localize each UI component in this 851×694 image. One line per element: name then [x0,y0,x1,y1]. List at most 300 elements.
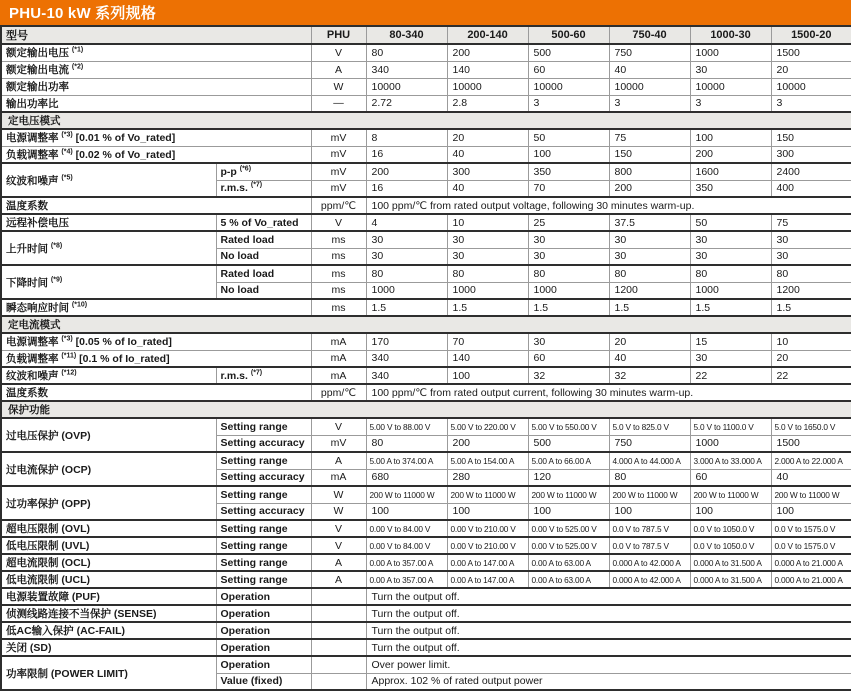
unit-cell: mV [311,180,366,197]
value-cell: 5.0 V to 1100.0 V [690,418,771,435]
spec-row [1,350,851,367]
unit-cell: V [311,520,366,537]
value-cell: 5.00 A to 374.00 A [366,452,447,469]
row-label: 电源调整率 $^{(*3)}$ [0.01 % of Vo_rated] [1,129,311,146]
value-cell: 10000 [447,78,528,95]
value-cell: 30 [771,248,851,265]
spec-row [1,656,851,673]
value-cell: 0.0 V to 787.5 V [609,537,690,554]
value-cell: 1500 [771,435,851,452]
value-cell: 0.00 V to 210.00 V [447,520,528,537]
value-cell: 30 [528,248,609,265]
value-cell: 300 [447,163,528,180]
value-cell: 80 [690,265,771,282]
footnote-marker: (*10) [71,301,88,309]
row-sublabel: p-p $^{(*6)}$ [216,163,311,180]
value-cell: 25 [528,214,609,231]
value-cell: 200 W to 11000 W [609,486,690,503]
value-cell: 0.000 A to 42.000 A [609,554,690,571]
value-cell: 1.5 [771,299,851,316]
unit-cell: mV [311,146,366,163]
spec-row [1,639,851,656]
value-cell: 32 [528,367,609,384]
row-label: 温度系数 [1,197,311,214]
value-cell: 2400 [771,163,851,180]
row-sublabel: Setting range [216,418,311,435]
value-cell: 0.00 V to 210.00 V [447,537,528,554]
row-sublabel: Rated load [216,231,311,248]
unit-cell: ppm/℃ [311,384,366,401]
value-cell: 1000 [528,282,609,299]
span-value-cell: Turn the output off. [366,639,851,656]
value-cell: 30 [690,350,771,367]
value-cell: 170 [366,333,447,350]
value-cell: 10000 [771,78,851,95]
value-cell: 30 [447,248,528,265]
footnote-marker: (*1) [71,46,84,54]
value-cell: 200 W to 11000 W [366,486,447,503]
unit-cell: A [311,452,366,469]
value-cell: 1600 [690,163,771,180]
row-sublabel: Setting range [216,520,311,537]
value-cell: 30 [366,248,447,265]
value-cell: 1.5 [447,299,528,316]
row-label: 温度系数 [1,384,311,401]
row-sublabel: Operation [216,622,311,639]
value-cell: 200 [366,163,447,180]
unit-cell: ms [311,231,366,248]
value-cell: 2.8 [447,95,528,112]
span-value-cell: 100 ppm/℃ from rated output voltage, following 30 minutes warm-up. [366,197,851,214]
value-cell: 1000 [690,282,771,299]
value-cell: 0.00 A to 63.00 A [528,554,609,571]
span-value-cell: Approx. 102 % of rated output power [366,673,851,690]
spec-table-body [1,44,851,690]
footnote-marker: (*7) [250,181,263,189]
spec-row [1,452,851,469]
value-cell: 40 [771,469,851,486]
value-cell: 200 W to 11000 W [528,486,609,503]
value-cell: 100 [366,503,447,520]
value-cell: 60 [690,469,771,486]
value-cell: 280 [447,469,528,486]
value-cell: 80 [447,265,528,282]
unit-cell: ms [311,299,366,316]
row-sublabel: Setting accuracy [216,469,311,486]
unit-cell: V [311,44,366,61]
row-label: 远程补偿电压 [1,214,216,231]
value-cell: 60 [528,350,609,367]
value-cell: 37.5 [609,214,690,231]
value-cell: 4 [366,214,447,231]
value-cell: 40 [609,350,690,367]
row-sublabel: No load [216,248,311,265]
footnote-marker: (*6) [239,165,252,173]
unit-cell: mA [311,469,366,486]
value-cell: 16 [366,146,447,163]
footnote-marker: (*11) [61,352,77,360]
column-header-model-2: 200-140 [447,26,528,44]
row-label: 超电压限制 (OVL) [1,520,216,537]
spec-row [1,231,851,248]
value-cell: 3 [771,95,851,112]
value-cell: 2.000 A to 22.000 A [771,452,851,469]
unit-cell: ppm/℃ [311,197,366,214]
value-cell: 10000 [609,78,690,95]
section-header: 定电流模式 [1,316,851,333]
row-label: 额定输出电流 $^{(*2)}$ [1,61,311,78]
row-label: 低电压限制 (UVL) [1,537,216,554]
row-label: 额定输出电压 $^{(*1)}$ [1,44,311,61]
unit-cell: W [311,78,366,95]
row-label: 功率限制 (POWER LIMIT) [1,656,216,690]
row-label: 纹波和噪声 $^{(*12)}$ [1,367,216,384]
value-cell: 5.00 A to 66.00 A [528,452,609,469]
value-cell: 100 [690,129,771,146]
value-cell: 300 [771,146,851,163]
unit-cell [311,622,366,639]
unit-cell: A [311,571,366,588]
span-value-cell: 100 ppm/℃ from rated output current, following 30 minutes warm-up. [366,384,851,401]
row-label: 输出功率比 [1,95,311,112]
row-label: 负载调整率 $^{(*11)}$ [0.1 % of Io_rated] [1,350,311,367]
value-cell: 0.0 V to 1050.0 V [690,537,771,554]
spec-row [1,605,851,622]
row-label: 瞬态响应时间 $^{(*10)}$ [1,299,311,316]
unit-cell: W [311,503,366,520]
value-cell: 340 [366,367,447,384]
spec-row [1,622,851,639]
row-sublabel: r.m.s. $^{(*7)}$ [216,180,311,197]
row-label: 侦测线路连接不当保护 (SENSE) [1,605,216,622]
value-cell: 10000 [690,78,771,95]
value-cell: 30 [528,333,609,350]
row-label: 过电压保护 (OVP) [1,418,216,452]
footnote-marker: (*3) [61,131,73,139]
unit-cell: mA [311,367,366,384]
row-sublabel: Setting range [216,452,311,469]
value-cell: 15 [690,333,771,350]
value-cell: 400 [771,180,851,197]
value-cell: 3 [690,95,771,112]
value-cell: 100 [447,503,528,520]
value-cell: 20 [771,350,851,367]
value-cell: 200 W to 11000 W [447,486,528,503]
value-cell: 2.72 [366,95,447,112]
value-cell: 0.00 A to 147.00 A [447,554,528,571]
spec-row [1,299,851,316]
spec-row [1,486,851,503]
value-cell: 5.00 V to 550.00 V [528,418,609,435]
value-cell: 100 [528,146,609,163]
value-cell: 50 [528,129,609,146]
spec-row [1,367,851,384]
value-cell: 1200 [771,282,851,299]
column-header-model-6: 1500-20 [771,26,851,44]
unit-cell: mV [311,129,366,146]
unit-cell: A [311,61,366,78]
value-cell: 4.000 A to 44.000 A [609,452,690,469]
value-cell: 0.000 A to 31.500 A [690,554,771,571]
column-header-model-4: 750-40 [609,26,690,44]
spec-row [1,418,851,435]
row-sublabel: Setting range [216,554,311,571]
row-sublabel: Operation [216,656,311,673]
value-cell: 80 [528,265,609,282]
value-cell: 70 [528,180,609,197]
value-cell: 140 [447,61,528,78]
spec-row [1,333,851,350]
value-cell: 200 [690,146,771,163]
value-cell: 200 W to 11000 W [690,486,771,503]
spec-row [1,384,851,401]
column-header-model-3: 500-60 [528,26,609,44]
footnote-marker: (*12) [61,369,77,377]
value-cell: 8 [366,129,447,146]
value-cell: 350 [690,180,771,197]
value-cell: 0.000 A to 21.000 A [771,571,851,588]
value-cell: 750 [609,44,690,61]
value-cell: 0.00 A to 147.00 A [447,571,528,588]
value-cell: 70 [447,333,528,350]
unit-cell [311,588,366,605]
value-cell: 22 [771,367,851,384]
value-cell: 120 [528,469,609,486]
value-cell: 150 [609,146,690,163]
row-sublabel: Setting accuracy [216,503,311,520]
column-header-model-1: 80-340 [366,26,447,44]
value-cell: 1.5 [528,299,609,316]
value-cell: 1.5 [609,299,690,316]
value-cell: 80 [366,435,447,452]
value-cell: 0.0 V to 1575.0 V [771,520,851,537]
value-cell: 3 [609,95,690,112]
spec-row [1,61,851,78]
value-cell: 0.000 A to 42.000 A [609,571,690,588]
value-cell: 340 [366,61,447,78]
row-label: 额定输出功率 [1,78,311,95]
value-cell: 1000 [366,282,447,299]
footnote-marker: (*3) [61,335,73,343]
value-cell: 1200 [609,282,690,299]
value-cell: 40 [447,180,528,197]
value-cell: 1000 [690,44,771,61]
row-sublabel: Setting range [216,486,311,503]
value-cell: 5.00 A to 154.00 A [447,452,528,469]
unit-cell: mV [311,163,366,180]
value-cell: 340 [366,350,447,367]
value-cell: 100 [609,503,690,520]
value-cell: 1.5 [690,299,771,316]
value-cell: 10000 [366,78,447,95]
row-label: 电源调整率 $^{(*3)}$ [0.05 % of Io_rated] [1,333,311,350]
row-sublabel: Setting range [216,537,311,554]
value-cell: 30 [690,61,771,78]
value-cell: 10 [447,214,528,231]
value-cell: 0.0 V to 1050.0 V [690,520,771,537]
footnote-marker: (*7) [250,369,263,376]
footnote-marker: (*5) [61,174,73,181]
spec-row [1,163,851,180]
value-cell: 20 [771,61,851,78]
value-cell: 680 [366,469,447,486]
value-cell: 32 [609,367,690,384]
value-cell: 30 [447,231,528,248]
unit-cell [311,605,366,622]
value-cell: 10 [771,333,851,350]
spec-row [1,571,851,588]
value-cell: 1.5 [366,299,447,316]
value-cell: 10000 [528,78,609,95]
row-sublabel: r.m.s. $^{(*7)}$ [216,367,311,384]
unit-cell: ms [311,265,366,282]
value-cell: 80 [366,265,447,282]
spec-row [1,44,851,61]
value-cell: 0.0 V to 1575.0 V [771,537,851,554]
value-cell: 30 [690,231,771,248]
value-cell: 140 [447,350,528,367]
value-cell: 80 [366,44,447,61]
section-header: 定电压模式 [1,112,851,129]
value-cell: 30 [771,231,851,248]
value-cell: 0.00 A to 63.00 A [528,571,609,588]
value-cell: 500 [528,44,609,61]
row-label: 超电流限制 (OCL) [1,554,216,571]
row-sublabel: 5 % of Vo_rated [216,214,311,231]
spec-row [1,520,851,537]
title-banner [0,0,851,25]
value-cell: 800 [609,163,690,180]
value-cell: 0.000 A to 31.500 A [690,571,771,588]
unit-cell: ms [311,282,366,299]
spec-row [1,554,851,571]
value-cell: 60 [528,61,609,78]
footnote-marker: (*4) [61,148,73,156]
unit-cell: ms [311,248,366,265]
unit-cell: mA [311,333,366,350]
value-cell: 40 [447,146,528,163]
value-cell: 0.00 V to 84.00 V [366,520,447,537]
value-cell: 100 [528,503,609,520]
spec-row [1,78,851,95]
value-cell: 0.00 V to 84.00 V [366,537,447,554]
value-cell: 5.0 V to 1650.0 V [771,418,851,435]
unit-cell: V [311,214,366,231]
section-row [1,112,851,129]
spec-row [1,214,851,231]
value-cell: 5.00 V to 88.00 V [366,418,447,435]
value-cell: 1000 [447,282,528,299]
value-cell: 200 [447,44,528,61]
value-cell: 0.0 V to 787.5 V [609,520,690,537]
unit-cell: V [311,418,366,435]
footnote-marker: (*8) [50,242,63,249]
value-cell: 750 [609,435,690,452]
column-header-unit: PHU [311,26,366,44]
unit-cell [311,656,366,673]
value-cell: 3.000 A to 33.000 A [690,452,771,469]
table-header-row [1,26,851,44]
row-label: 电源装置故障 (PUF) [1,588,216,605]
unit-cell [311,639,366,656]
value-cell: 200 [609,180,690,197]
value-cell: 150 [771,129,851,146]
value-cell: 22 [690,367,771,384]
footnote-marker: (*2) [71,63,84,71]
unit-cell: mV [311,435,366,452]
footnote-marker: (*9) [50,276,63,283]
span-value-cell: Turn the output off. [366,605,851,622]
row-label: 关闭 (SD) [1,639,216,656]
value-cell: 20 [609,333,690,350]
value-cell: 200 W to 11000 W [771,486,851,503]
row-label: 上升时间 $^{(*8)}$ [1,231,216,265]
value-cell: 75 [771,214,851,231]
value-cell: 350 [528,163,609,180]
spec-row [1,537,851,554]
span-value-cell: Turn the output off. [366,588,851,605]
row-sublabel: Operation [216,639,311,656]
row-label: 负载调整率 $^{(*4)}$ [0.02 % of Vo_rated] [1,146,311,163]
column-header-model-5: 1000-30 [690,26,771,44]
value-cell: 50 [690,214,771,231]
value-cell: 80 [771,265,851,282]
section-header: 保护功能 [1,401,851,418]
value-cell: 1500 [771,44,851,61]
row-label: 过电流保护 (OCP) [1,452,216,486]
value-cell: 0.000 A to 21.000 A [771,554,851,571]
unit-cell: W [311,486,366,503]
spec-row [1,588,851,605]
unit-cell: V [311,537,366,554]
row-sublabel: Operation [216,605,311,622]
spec-row [1,146,851,163]
spec-row [1,95,851,112]
value-cell: 100 [690,503,771,520]
value-cell: 500 [528,435,609,452]
row-label: 下降时间 $^{(*9)}$ [1,265,216,299]
unit-cell: A [311,554,366,571]
span-value-cell: Turn the output off. [366,622,851,639]
row-sublabel: Value (fixed) [216,673,311,690]
row-sublabel: Setting range [216,571,311,588]
spec-row [1,129,851,146]
row-sublabel: Setting accuracy [216,435,311,452]
row-sublabel: No load [216,282,311,299]
unit-cell: — [311,95,366,112]
spec-row [1,197,851,214]
spec-table [0,25,851,691]
section-row [1,401,851,418]
value-cell: 5.0 V to 825.0 V [609,418,690,435]
value-cell: 0.00 V to 525.00 V [528,537,609,554]
value-cell: 30 [609,231,690,248]
value-cell: 75 [609,129,690,146]
page-title: PHU-10 kW 系列规格 [9,5,156,22]
value-cell: 40 [609,61,690,78]
value-cell: 30 [690,248,771,265]
value-cell: 80 [609,265,690,282]
row-label: 低电流限制 (UCL) [1,571,216,588]
row-sublabel: Operation [216,588,311,605]
value-cell: 80 [609,469,690,486]
unit-cell [311,673,366,690]
value-cell: 0.00 A to 357.00 A [366,571,447,588]
section-row [1,316,851,333]
value-cell: 30 [528,231,609,248]
unit-cell: mA [311,350,366,367]
value-cell: 3 [528,95,609,112]
